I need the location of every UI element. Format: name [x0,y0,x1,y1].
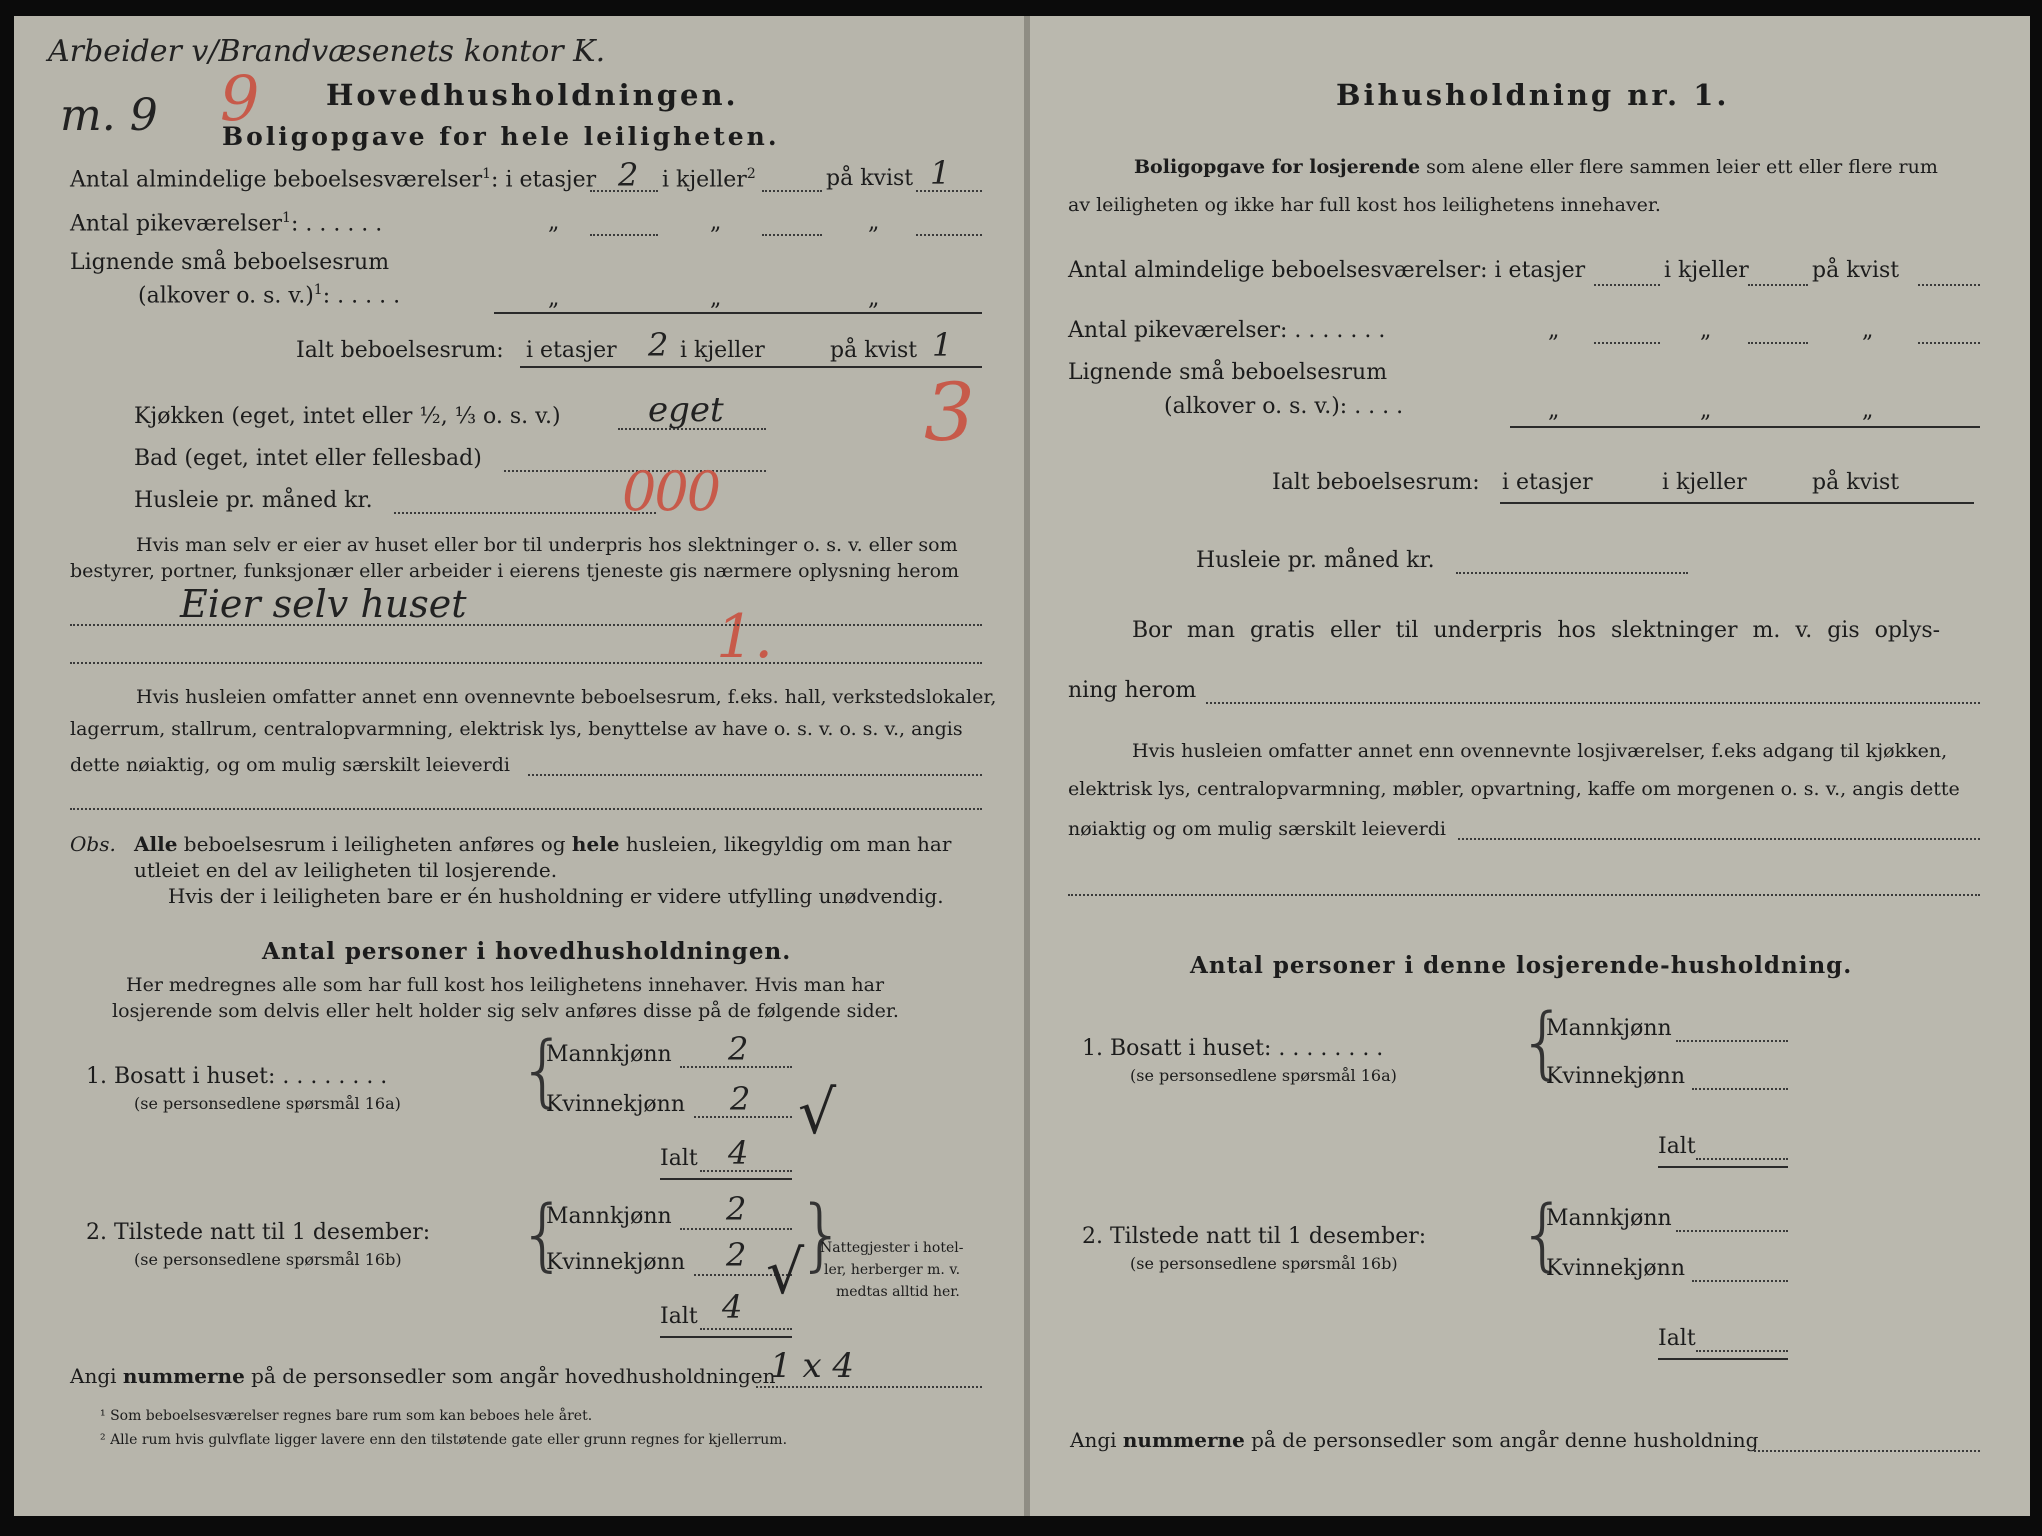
right-pike-kvist-field[interactable] [1918,342,1980,344]
obs-bold-alle: Alle [134,832,178,856]
natt-note-2: ler, herberger m. v. [824,1262,961,1278]
ditto-mark: „ [1548,318,1560,343]
etasjer-value: 2 [618,156,639,194]
bosatt-ialt-label: Ialt [660,1146,698,1171]
obs-text-1 [134,832,951,856]
right-gratis-field[interactable] [1206,702,1980,704]
bosatt-kvinne-value: 2 [730,1080,751,1118]
brace: { [518,1190,568,1280]
right-gratis-1: Bor man gratis eller til underpris hos slektninger m. v. gis oplys- [1132,618,1941,643]
bosatt-mann-value: 2 [728,1030,749,1068]
right-angi-c: på de personsedler som angår denne husholdning [1244,1428,1759,1452]
angi-field[interactable] [756,1386,982,1388]
omfatter-field-2[interactable] [70,808,982,810]
ditto-mark: „ [868,286,880,311]
eier-text-1: Hvis man selv er eier av huset eller bor til underpris hos slektninger o. s. v. eller som [136,534,958,556]
right-kjeller-label: i kjeller [1664,258,1749,283]
eier-field-1[interactable] [70,624,982,626]
ditto-mark: „ [710,286,722,311]
right-intro-bold: Boligopgave for losjerende [1134,156,1421,178]
ditto-mark: „ [1862,318,1874,343]
kjeller-label-text: i kjeller [662,167,747,193]
alkover-underline [494,312,982,314]
right-kvist-field[interactable] [1918,284,1980,286]
obs-text-3: Hvis der i leiligheten bare er én husholdning er videre utfylling unødvendig. [168,884,944,908]
right-angi-bold: nummerne [1122,1428,1245,1452]
right-alkover-sublabel: (alkover o. s. v.): . . . . [1164,394,1404,419]
ialt-underline [520,366,982,368]
footnote-1: ¹ Som beboelsesværelser regnes bare rum som kan beboes hele året. [100,1408,593,1424]
right-gratis-2: ning herom [1068,678,1197,703]
red-1-mark: 1. [716,602,774,672]
right-bosatt-kvinne-label: Kvinnekjønn [1546,1064,1685,1089]
right-pike-label: Antal pikeværelser: . . . . . . . [1068,318,1386,343]
obs-text-1b: husleien, likegyldig om man har [619,832,952,856]
right-bosatt-mann-field[interactable] [1676,1040,1788,1042]
ialt-etasjer-value: 2 [648,326,669,364]
alkover-label: Lignende små beboelsesrum [70,250,390,275]
right-intro-1 [1134,156,1938,178]
eier-field-2[interactable] [70,662,982,664]
pike-label [70,210,382,236]
right-omfatter-2: elektrisk lys, centralopvarmning, møbler, opvartning, kaffe om morgenen o. s. v., angis dette [1068,778,1960,800]
persons-title: Antal personer i hovedhusholdningen. [262,938,792,965]
ialt-label: Ialt beboelsesrum: [296,338,504,363]
angi-a: Angi [70,1364,123,1388]
ialt-kjeller-label: i kjeller [680,338,765,363]
ialt-etasjer-label: i etasjer [526,338,617,363]
obs-text-2: utleiet en del av leiligheten til losjerende. [134,858,558,882]
footnote-mark: 1 [282,210,291,226]
right-husleie-label: Husleie pr. måned kr. [1196,548,1435,573]
footnote-mark: 2 [746,166,756,182]
pike-kjeller-field[interactable] [762,234,822,236]
right-angi-a: Angi [1070,1428,1123,1452]
right-page [1030,16,2030,1516]
right-tilstede-ialt-underline [1658,1358,1788,1360]
red-3-mark: 3 [924,366,975,459]
right-angi-field[interactable] [1754,1450,1980,1452]
obs-text-1a: beboelsesrum i leiligheten anføres og [177,832,572,856]
natt-note-1: Nattegjester i hotel- [820,1240,964,1256]
right-ialt-kvist-label: på kvist [1812,470,1900,495]
alkover-sublabel-text: (alkover o. s. v.) [138,283,314,309]
bad-label: Bad (eget, intet eller fellesbad) [134,446,482,471]
husleie-field[interactable] [394,512,656,514]
footnote-2: ² Alle rum hvis gulvflate ligger lavere enn den tilstøtende gate eller grunn regnes for kjellerrum. [100,1432,788,1448]
eier-handwritten: Eier selv huset [180,582,467,626]
tilstede-label: 2. Tilstede natt til 1 desember: [86,1220,431,1245]
tilstede-kvinne-value: 2 [726,1236,747,1274]
pike-dots: : . . . . . . [290,211,383,237]
right-ialt-underline [1500,502,1974,504]
tilstede-mann-field[interactable] [680,1228,792,1230]
kjeller-field[interactable] [762,190,822,192]
right-bosatt-mann-label: Mannkjønn [1546,1016,1672,1041]
bosatt-ialt-underline [660,1178,792,1180]
page-title: Hovedhusholdningen. [326,78,739,112]
angi-bold: nummerne [122,1364,245,1388]
right-alkover-underline [1510,426,1980,428]
right-bosatt-kvinne-field[interactable] [1692,1088,1788,1090]
brace: { [794,1190,844,1280]
omfatter-text-3: dette nøiaktig, og om mulig særskilt leieverdi [70,754,510,776]
footnote-mark: 1 [482,166,492,182]
kjeller-label [662,166,756,192]
pike-kvist-field[interactable] [916,234,982,236]
brace: { [518,1026,568,1116]
angi-label [70,1364,775,1388]
right-persons-title: Antal personer i denne losjerende-husholdning. [1190,952,1853,979]
husleie-label: Husleie pr. måned kr. [134,488,373,513]
obs-label: Obs. [70,832,116,856]
persons-note-1: Her medregnes alle som har full kost hos leilighetens innehaver. Hvis man har [126,974,885,996]
bosatt-label: 1. Bosatt i huset: . . . . . . . . [86,1064,388,1089]
ialt-kvist-label: på kvist [830,338,918,363]
pike-label-text: Antal pikeværelser [70,211,283,237]
eier-text-2: bestyrer, portner, funksjonær eller arbeider i eierens tjeneste gis nærmere oplysning herom [70,560,960,582]
right-omfatter-field-1[interactable] [1458,838,1980,840]
persons-note-2: losjerende som delvis eller helt holder sig selv anføres disse på de følgende sider. [112,1000,899,1022]
tilstede-ialt-label: Ialt [660,1304,698,1329]
right-ialt-etasjer-label: i etasjer [1502,470,1593,495]
right-kvist-label: på kvist [1812,258,1900,283]
alkover-dots: : . . . . . [322,283,401,309]
right-bosatt-label: 1. Bosatt i huset: . . . . . . . . [1082,1036,1384,1061]
tilstede-ialt-field[interactable] [700,1328,792,1330]
ditto-mark: „ [1548,398,1560,423]
omfatter-field-1[interactable] [528,774,982,776]
ditto-mark: „ [710,210,722,235]
alkover-sublabel [138,282,400,308]
right-omfatter-1: Hvis husleien omfatter annet enn ovennevnte losjiværelser, f.eks adgang til kjøkken, [1132,740,1948,762]
pike-etasjer-field[interactable] [590,234,658,236]
omfatter-text-1: Hvis husleien omfatter annet enn ovennevnte beboelsesrum, f.eks. hall, verkstedslokaler, [136,686,997,708]
kjokken-value: eget [648,390,724,430]
right-tilstede-ialt-label: Ialt [1658,1326,1696,1351]
kvist-value: 1 [930,154,951,192]
kjokken-label: Kjøkken (eget, intet eller ½, ⅓ o. s. v.) [134,404,561,429]
natt-note-3: medtas alltid her. [836,1284,960,1300]
obs-bold-hele: hele [571,832,620,856]
bosatt-ialt-value: 4 [728,1134,749,1172]
check-mark: √ [766,1238,805,1308]
right-tilstede-label: 2. Tilstede natt til 1 desember: [1082,1224,1427,1249]
etasjer-label: : i etasjer [491,167,597,193]
right-tilstede-kvinne-label: Kvinnekjønn [1546,1256,1685,1281]
right-kjeller-field[interactable] [1748,284,1808,286]
tilstede-mann-value: 2 [726,1190,747,1228]
ditto-mark: „ [1700,318,1712,343]
angi-c: på de personsedler som angår hovedhusholdningen [244,1364,776,1388]
omfatter-text-2: lagerrum, stallrum, centralopvarmning, elektrisk lys, benyttelse av have o. s. v. o. s. v., angis [70,718,963,740]
right-etasjer-field[interactable] [1594,284,1660,286]
right-rooms-label: Antal almindelige beboelsesværelser: i etasjer [1068,258,1586,283]
tilstede-kvinne-label: Kvinnekjønn [546,1250,685,1275]
right-bosatt-sublabel: (se personsedlene spørsmål 16a) [1130,1066,1397,1085]
right-ialt-kjeller-label: i kjeller [1662,470,1747,495]
margin-note: Arbeider v/Brandvæsenets kontor K. [48,34,606,69]
rooms-label [70,166,596,192]
tilstede-sublabel: (se personsedlene spørsmål 16b) [134,1250,402,1269]
husleie-red-value: 000 [622,460,720,523]
ditto-mark: „ [868,210,880,235]
kvist-label: på kvist [826,166,914,191]
right-bosatt-ialt-label: Ialt [1658,1134,1696,1159]
ditto-mark: „ [1862,398,1874,423]
right-tilstede-kvinne-field[interactable] [1692,1280,1788,1282]
ditto-mark: „ [548,210,560,235]
ditto-mark: „ [1700,398,1712,423]
right-ialt-label: Ialt beboelsesrum: [1272,470,1480,495]
tilstede-ialt-value: 4 [722,1288,743,1326]
right-husleie-field[interactable] [1456,572,1688,574]
right-omfatter-3: nøiaktig og om mulig særskilt leieverdi [1068,818,1446,840]
right-intro-2: av leiligheten og ikke har full kost hos leilighetens innehaver. [1068,194,1661,216]
check-mark: √ [798,1078,837,1148]
bosatt-mann-label: Mannkjønn [546,1042,672,1067]
margin-number: m. 9 [60,90,158,141]
right-title: Bihusholdning nr. 1. [1336,78,1730,112]
ialt-kvist-value: 1 [932,326,953,364]
right-bosatt-ialt-underline [1658,1166,1788,1168]
right-alkover-label: Lignende små beboelsesrum [1068,360,1388,385]
right-pike-kjeller-field[interactable] [1748,342,1808,344]
right-omfatter-field-2[interactable] [1068,894,1980,896]
right-pike-etasjer-field[interactable] [1594,342,1660,344]
right-intro-1-text: som alene eller flere sammen leier ett eller flere rum [1420,156,1938,178]
brace: { [1518,1190,1568,1280]
brace: { [1518,998,1568,1088]
right-tilstede-sublabel: (se personsedlene spørsmål 16b) [1130,1254,1398,1273]
page-subtitle: Boligopgave for hele leiligheten. [222,122,780,151]
right-tilstede-mann-label: Mannkjønn [1546,1206,1672,1231]
right-angi-label [1070,1428,1758,1452]
tilstede-mann-label: Mannkjønn [546,1204,672,1229]
ditto-mark: „ [548,286,560,311]
footnote-mark: 1 [313,282,323,298]
bosatt-sublabel: (se personsedlene spørsmål 16a) [134,1094,401,1113]
bosatt-kvinne-label: Kvinnekjønn [546,1092,685,1117]
rooms-label-text: Antal almindelige beboelsesværelser [70,167,483,193]
angi-value: 1 x 4 [770,1346,855,1386]
right-bosatt-ialt-field[interactable] [1696,1158,1788,1160]
tilstede-ialt-underline [660,1336,792,1338]
right-tilstede-mann-field[interactable] [1676,1230,1788,1232]
margin-red-number: 9 [220,62,260,135]
right-tilstede-ialt-field[interactable] [1696,1350,1788,1352]
